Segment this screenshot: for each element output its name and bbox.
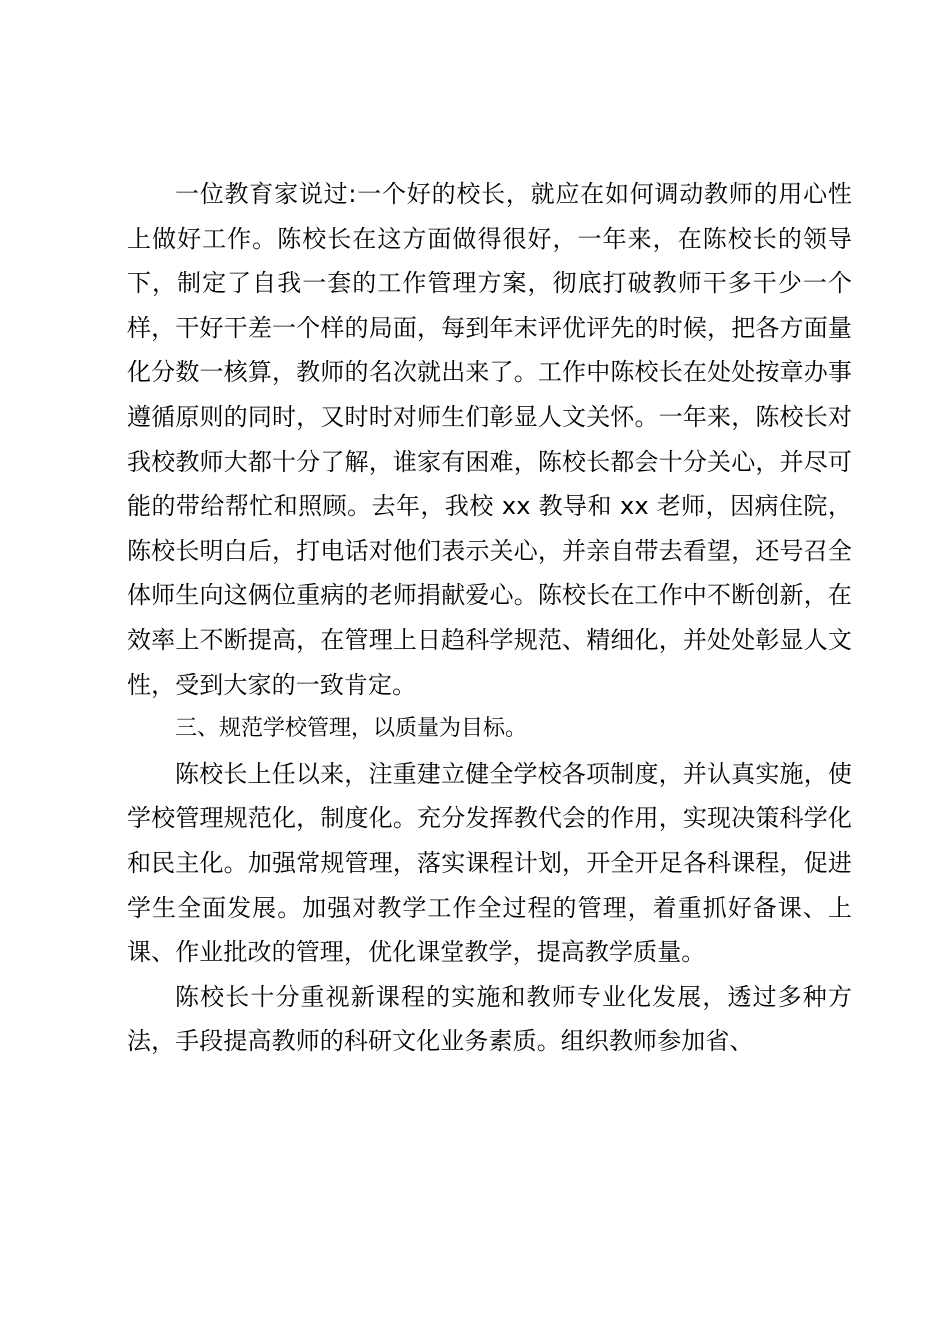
paragraph-principal-motivation: 一位教育家说过:一个好的校长，就应在如何调动教师的用心性上做好工作。陈校长在这方面做得很好，一年来，在陈校长的领导下，制定了自我一套的工作管理方案，彻底打破教师干多干少一个样，干好干差一个样的局面，每到年末评优评先的时候，把各方面量化分数一核算，教师的名次就出来了。工作中陈校长在处处按章办事遵循原则的同时，又时时对师生们彰显人文关怀。一年来，陈校长对我校教师大都十分了解，谁家有困难，陈校长都会十分关心，并尽可能的带给帮忙和照顾。去年，我校 xx 教导和 xx 老师，因病住院，陈校长明白后，打电话对他们表示关心，并亲自带去看望，还号召全体师生向这俩位重病的老师捐献爱心。陈校长在工作中不断创新，在效率上不断提高，在管理上日趋科学规范、精细化，并处处彰显人文性，受到大家的一致肯定。: [127, 180, 852, 699]
paragraph-school-management: 陈校长上任以来，注重建立健全学校各项制度，并认真实施，使学校管理规范化，制度化。充分发挥教代会的作用，实现决策科学化和民主化。加强常规管理，落实课程计划，开全开足各科课程，促进学生全面发展。加强对教学工作全过程的管理，着重抓好备课、上课、作业批改的管理，优化课堂教学，提高教学质量。: [127, 759, 852, 967]
document-body: [127, 172, 852, 1064]
section-heading-3: 三、规范学校管理，以质量为目标。: [175, 716, 528, 742]
paragraph-new-curriculum: 陈校长十分重视新课程的实施和教师专业化发展，透过多种方法，手段提高教师的科研文化业务素质。组织教师参加省、: [127, 982, 852, 1056]
